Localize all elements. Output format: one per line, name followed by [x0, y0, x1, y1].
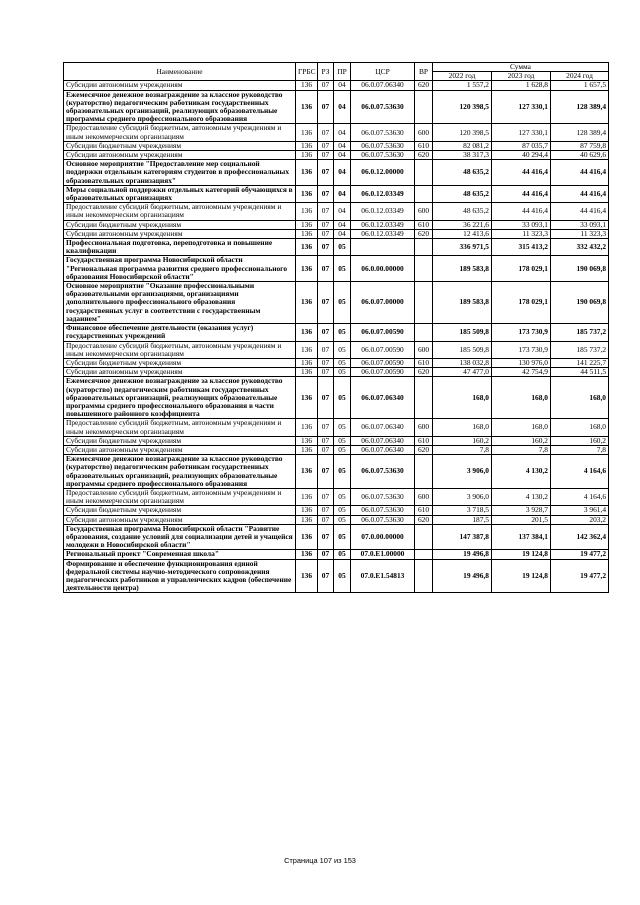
cell-csr: 06.0.07.53630: [351, 151, 415, 160]
cell-csr: 06.0.12.03349: [351, 203, 415, 220]
cell-rz: 07: [318, 488, 334, 505]
cell-y2022: 19 496,8: [433, 559, 492, 593]
cell-name: Субсидии бюджетным учреждениям: [64, 358, 296, 367]
cell-grbs: 136: [296, 141, 318, 150]
cell-grbs: 136: [296, 324, 318, 341]
cell-grbs: 136: [296, 220, 318, 229]
cell-csr: 06.0.07.06340: [351, 377, 415, 419]
cell-vr: [415, 160, 433, 186]
cell-rz: 07: [318, 506, 334, 515]
cell-vr: [415, 455, 433, 489]
cell-y2024: 3 961,4: [551, 506, 609, 515]
cell-y2022: 3 906,0: [433, 455, 492, 489]
cell-y2023: 178 029,1: [492, 282, 551, 324]
table-row: [64, 419, 609, 436]
cell-name: Субсидии автономным учреждениям: [64, 229, 296, 238]
cell-y2024: 40 629,6: [551, 151, 609, 160]
cell-rz: 07: [318, 282, 334, 324]
cell-y2024: 11 323,3: [551, 229, 609, 238]
cell-y2024: 33 093,1: [551, 220, 609, 229]
cell-rz: 07: [318, 445, 334, 454]
table-row: [64, 203, 609, 220]
cell-rz: 07: [318, 559, 334, 593]
cell-vr: [415, 239, 433, 256]
cell-vr: 600: [415, 203, 433, 220]
cell-csr: 06.0.07.00590: [351, 324, 415, 341]
header-year-2023: 2023 год: [492, 72, 551, 81]
cell-vr: [415, 324, 433, 341]
cell-grbs: 136: [296, 81, 318, 90]
cell-y2023: 4 130,2: [492, 488, 551, 505]
cell-y2023: 42 754,9: [492, 368, 551, 377]
cell-vr: 600: [415, 419, 433, 436]
cell-name: Субсидии бюджетным учреждениям: [64, 141, 296, 150]
cell-pr: 05: [334, 324, 351, 341]
cell-y2024: 44 511,5: [551, 368, 609, 377]
cell-y2023: 127 330,1: [492, 124, 551, 141]
cell-y2022: 48 635,2: [433, 203, 492, 220]
cell-y2024: 203,2: [551, 515, 609, 524]
cell-y2024: 160,2: [551, 436, 609, 445]
cell-y2023: 173 730,9: [492, 324, 551, 341]
cell-pr: 05: [334, 524, 351, 550]
table-row: [64, 151, 609, 160]
cell-rz: 07: [318, 124, 334, 141]
cell-csr: 06.0.07.00000: [351, 282, 415, 324]
cell-y2023: 178 029,1: [492, 256, 551, 282]
cell-grbs: 136: [296, 515, 318, 524]
cell-y2022: 36 221,6: [433, 220, 492, 229]
cell-vr: 600: [415, 124, 433, 141]
cell-pr: 05: [334, 455, 351, 489]
cell-pr: 05: [334, 488, 351, 505]
cell-rz: 07: [318, 524, 334, 550]
cell-rz: 07: [318, 515, 334, 524]
cell-rz: 07: [318, 141, 334, 150]
cell-y2023: 4 130,2: [492, 455, 551, 489]
cell-csr: 07.0.00.00000: [351, 524, 415, 550]
cell-y2022: 185 509,8: [433, 324, 492, 341]
table-row: [64, 377, 609, 419]
cell-grbs: 136: [296, 185, 318, 202]
cell-rz: 07: [318, 419, 334, 436]
table-row: [64, 455, 609, 489]
cell-rz: 07: [318, 377, 334, 419]
cell-y2023: 168,0: [492, 419, 551, 436]
cell-csr: [351, 239, 415, 256]
cell-vr: 610: [415, 141, 433, 150]
cell-y2024: 87 759,8: [551, 141, 609, 150]
page-number: Страница 107 из 153: [284, 856, 356, 865]
cell-csr: 06.0.07.53630: [351, 506, 415, 515]
table-row: [64, 341, 609, 358]
cell-y2022: 336 971,5: [433, 239, 492, 256]
cell-vr: 620: [415, 81, 433, 90]
cell-grbs: 136: [296, 124, 318, 141]
cell-name: Профессиональная подготовка, переподготовка и повышение квалификации: [64, 239, 296, 256]
cell-grbs: 136: [296, 488, 318, 505]
cell-grbs: 136: [296, 368, 318, 377]
cell-rz: 07: [318, 455, 334, 489]
table-row: [64, 488, 609, 505]
cell-y2023: 315 413,2: [492, 239, 551, 256]
cell-vr: 620: [415, 229, 433, 238]
cell-y2023: 40 294,4: [492, 151, 551, 160]
cell-name: Предоставление субсидий бюджетным, автономным учреждениям и иным некоммерческим организациям: [64, 419, 296, 436]
cell-csr: 06.0.07.53630: [351, 488, 415, 505]
cell-csr: 06.0.07.53630: [351, 90, 415, 124]
cell-pr: 05: [334, 368, 351, 377]
cell-vr: 620: [415, 445, 433, 454]
cell-y2022: 160,2: [433, 436, 492, 445]
cell-name: Ежемесячное денежное вознаграждение за классное руководство (кураторство) педагогическим работникам государственных образовательных организаций, реализующих образовательные программы среднего профессионального образования в части повышенного районного коэффициента: [64, 377, 296, 419]
cell-pr: 04: [334, 90, 351, 124]
cell-pr: 05: [334, 559, 351, 593]
cell-csr: 06.0.00.00000: [351, 256, 415, 282]
cell-name: Финансовое обеспечение деятельности (оказания услуг) государственных учреждений: [64, 324, 296, 341]
cell-vr: 610: [415, 220, 433, 229]
cell-y2024: 190 069,8: [551, 256, 609, 282]
cell-grbs: 136: [296, 436, 318, 445]
table-row: [64, 436, 609, 445]
cell-rz: 07: [318, 229, 334, 238]
cell-rz: 07: [318, 436, 334, 445]
cell-y2022: 3 906,0: [433, 488, 492, 505]
cell-y2022: 7,8: [433, 445, 492, 454]
table-row: [64, 185, 609, 202]
cell-csr: 06.0.07.06340: [351, 436, 415, 445]
cell-name: Меры социальной поддержки отдельных категорий обучающихся в образовательных организациях: [64, 185, 296, 202]
cell-vr: [415, 185, 433, 202]
cell-vr: [415, 282, 433, 324]
cell-name: Субсидии автономным учреждениям: [64, 151, 296, 160]
table-row: [64, 358, 609, 367]
cell-rz: 07: [318, 81, 334, 90]
header-year-2022: 2022 год: [433, 72, 492, 81]
cell-y2023: 201,5: [492, 515, 551, 524]
cell-vr: 620: [415, 151, 433, 160]
cell-pr: 05: [334, 436, 351, 445]
cell-rz: 07: [318, 358, 334, 367]
cell-y2022: 168,0: [433, 419, 492, 436]
cell-y2023: 11 323,3: [492, 229, 551, 238]
cell-rz: 07: [318, 90, 334, 124]
cell-csr: 06.0.12.03349: [351, 220, 415, 229]
cell-y2023: 168,0: [492, 377, 551, 419]
cell-y2022: 185 509,8: [433, 341, 492, 358]
cell-y2024: 128 389,4: [551, 90, 609, 124]
cell-y2024: 7,8: [551, 445, 609, 454]
table-row: [64, 90, 609, 124]
cell-pr: 05: [334, 515, 351, 524]
cell-pr: 04: [334, 141, 351, 150]
cell-pr: 05: [334, 377, 351, 419]
cell-y2023: 44 416,4: [492, 185, 551, 202]
cell-y2022: 1 557,2: [433, 81, 492, 90]
cell-grbs: 136: [296, 445, 318, 454]
cell-csr: 06.0.07.06340: [351, 445, 415, 454]
cell-rz: 07: [318, 239, 334, 256]
header-csr: ЦСР: [351, 63, 415, 81]
cell-grbs: 136: [296, 419, 318, 436]
cell-y2022: 47 477,0: [433, 368, 492, 377]
cell-y2022: 48 635,2: [433, 160, 492, 186]
cell-csr: 06.0.12.03349: [351, 185, 415, 202]
cell-name: Субсидии бюджетным учреждениям: [64, 506, 296, 515]
header-sum: Сумма: [433, 63, 609, 72]
cell-name: Субсидии автономным учреждениям: [64, 515, 296, 524]
cell-name: Государственная программа Новосибирской области "Региональная программа развития среднего профессионального образования Новосибирской области": [64, 256, 296, 282]
cell-y2024: 185 737,2: [551, 324, 609, 341]
cell-pr: 04: [334, 124, 351, 141]
cell-name: Предоставление субсидий бюджетным, автономным учреждениям и иным некоммерческим организациям: [64, 124, 296, 141]
cell-pr: 05: [334, 256, 351, 282]
table-row: [64, 368, 609, 377]
cell-y2023: 44 416,4: [492, 160, 551, 186]
cell-name: Субсидии автономным учреждениям: [64, 368, 296, 377]
cell-csr: 07.0.E1.00000: [351, 550, 415, 559]
cell-vr: [415, 524, 433, 550]
cell-y2022: 38 317,3: [433, 151, 492, 160]
cell-y2023: 137 384,1: [492, 524, 551, 550]
cell-name: Предоставление субсидий бюджетным, автономным учреждениям и иным некоммерческим организациям: [64, 203, 296, 220]
cell-y2023: 87 035,7: [492, 141, 551, 150]
cell-name: Основное мероприятие "Оказание профессиональными образовательными организациями, организациями дополнительного профессионального образования государственных услуг в соответствии с государственным заданием": [64, 282, 296, 324]
cell-vr: 600: [415, 341, 433, 358]
cell-y2024: 4 164,6: [551, 455, 609, 489]
cell-y2024: 190 069,8: [551, 282, 609, 324]
table-row: [64, 239, 609, 256]
budget-table: [63, 62, 609, 593]
header-name: Наименование: [64, 63, 296, 81]
header-year-2024: 2024 год: [551, 72, 609, 81]
cell-grbs: 136: [296, 282, 318, 324]
header-rz: РЗ: [318, 63, 334, 81]
table-row: [64, 524, 609, 550]
cell-grbs: 136: [296, 377, 318, 419]
cell-name: Формирование и обеспечение функционирования единой федеральной системы научно-методического сопровождения педагогических работников и управленческих кадров (обеспечение деятельности центра): [64, 559, 296, 593]
cell-y2022: 82 081,2: [433, 141, 492, 150]
cell-name: Субсидии бюджетным учреждениям: [64, 220, 296, 229]
header-grbs: ГРБС: [296, 63, 318, 81]
cell-vr: 620: [415, 515, 433, 524]
cell-csr: 07.0.E1.54813: [351, 559, 415, 593]
cell-pr: 04: [334, 220, 351, 229]
cell-grbs: 136: [296, 550, 318, 559]
cell-rz: 07: [318, 185, 334, 202]
cell-y2022: 120 398,5: [433, 90, 492, 124]
cell-grbs: 136: [296, 203, 318, 220]
cell-name: Субсидии автономным учреждениям: [64, 445, 296, 454]
cell-y2024: 1 657,5: [551, 81, 609, 90]
table-row: [64, 515, 609, 524]
cell-rz: 07: [318, 160, 334, 186]
table-row: [64, 559, 609, 593]
cell-name: Предоставление субсидий бюджетным, автономным учреждениям и иным некоммерческим организациям: [64, 488, 296, 505]
cell-y2023: 44 416,4: [492, 203, 551, 220]
table-body: [64, 81, 609, 593]
cell-grbs: 136: [296, 160, 318, 186]
cell-csr: 06.0.07.00590: [351, 368, 415, 377]
table-row: [64, 81, 609, 90]
cell-y2024: 141 225,7: [551, 358, 609, 367]
cell-pr: 05: [334, 239, 351, 256]
cell-y2024: 19 477,2: [551, 559, 609, 593]
cell-vr: [415, 550, 433, 559]
cell-vr: 610: [415, 358, 433, 367]
cell-vr: [415, 90, 433, 124]
cell-name: Основное мероприятие "Предоставление мер социальной поддержки отдельным категориям студентов в профессиональных образовательных организациях": [64, 160, 296, 186]
cell-csr: 06.0.07.53630: [351, 141, 415, 150]
cell-rz: 07: [318, 324, 334, 341]
cell-y2023: 1 628,8: [492, 81, 551, 90]
cell-grbs: 136: [296, 229, 318, 238]
cell-vr: 620: [415, 368, 433, 377]
cell-name: Региональный проект "Современная школа": [64, 550, 296, 559]
cell-name: Ежемесячное денежное вознаграждение за классное руководство (кураторство) педагогическим работникам государственных образовательных организаций, реализующих образовательные программы среднего профессионального образования: [64, 455, 296, 489]
cell-y2024: 142 362,4: [551, 524, 609, 550]
cell-pr: 04: [334, 160, 351, 186]
cell-csr: 06.0.07.06340: [351, 81, 415, 90]
cell-y2023: 127 330,1: [492, 90, 551, 124]
cell-name: Государственная программа Новосибирской области "Развитие образования, создание условий для социализации детей и учащейся молодежи в Новосибирской области": [64, 524, 296, 550]
cell-y2022: 3 718,5: [433, 506, 492, 515]
cell-y2022: 12 413,6: [433, 229, 492, 238]
cell-grbs: 136: [296, 256, 318, 282]
cell-y2023: 19 124,8: [492, 559, 551, 593]
cell-y2024: 332 432,2: [551, 239, 609, 256]
cell-grbs: 136: [296, 151, 318, 160]
cell-pr: 04: [334, 203, 351, 220]
cell-y2024: 44 416,4: [551, 160, 609, 186]
cell-rz: 07: [318, 151, 334, 160]
cell-y2024: 44 416,4: [551, 203, 609, 220]
cell-rz: 07: [318, 220, 334, 229]
cell-pr: 04: [334, 81, 351, 90]
cell-grbs: 136: [296, 524, 318, 550]
cell-y2024: 128 389,4: [551, 124, 609, 141]
cell-rz: 07: [318, 256, 334, 282]
cell-rz: 07: [318, 203, 334, 220]
cell-pr: 05: [334, 341, 351, 358]
cell-grbs: 136: [296, 559, 318, 593]
table-row: [64, 229, 609, 238]
cell-grbs: 136: [296, 506, 318, 515]
cell-csr: 06.0.12.00000: [351, 160, 415, 186]
table-row: [64, 160, 609, 186]
cell-rz: 07: [318, 550, 334, 559]
cell-y2023: 130 976,0: [492, 358, 551, 367]
cell-name: Предоставление субсидий бюджетным, автономным учреждениям и иным некоммерческим организациям: [64, 341, 296, 358]
cell-rz: 07: [318, 341, 334, 358]
cell-vr: [415, 256, 433, 282]
cell-grbs: 136: [296, 358, 318, 367]
cell-pr: 04: [334, 151, 351, 160]
cell-y2022: 189 583,8: [433, 256, 492, 282]
cell-y2023: 173 730,9: [492, 341, 551, 358]
cell-grbs: 136: [296, 90, 318, 124]
cell-name: Ежемесячное денежное вознаграждение за классное руководство (кураторство) педагогическим работникам государственных образовательных организаций, реализующих образовательные программы среднего профессионального образования: [64, 90, 296, 124]
table-row: [64, 220, 609, 229]
cell-y2024: 4 164,6: [551, 488, 609, 505]
cell-grbs: 136: [296, 455, 318, 489]
cell-vr: 610: [415, 506, 433, 515]
table-row: [64, 550, 609, 559]
cell-pr: 05: [334, 282, 351, 324]
cell-pr: 04: [334, 229, 351, 238]
cell-name: Субсидии бюджетным учреждениям: [64, 436, 296, 445]
cell-grbs: 136: [296, 341, 318, 358]
cell-name: Субсидии автономным учреждениям: [64, 81, 296, 90]
cell-y2024: 168,0: [551, 377, 609, 419]
table-row: [64, 445, 609, 454]
cell-csr: 06.0.07.53630: [351, 455, 415, 489]
cell-csr: 06.0.07.06340: [351, 419, 415, 436]
cell-pr: 04: [334, 185, 351, 202]
cell-csr: 06.0.07.00590: [351, 341, 415, 358]
cell-pr: 05: [334, 506, 351, 515]
cell-y2023: 7,8: [492, 445, 551, 454]
cell-vr: 610: [415, 436, 433, 445]
table-row: [64, 256, 609, 282]
cell-y2024: 44 416,4: [551, 185, 609, 202]
cell-y2022: 168,0: [433, 377, 492, 419]
cell-pr: 05: [334, 445, 351, 454]
header-vr: ВР: [415, 63, 433, 81]
header-pr: ПР: [334, 63, 351, 81]
cell-y2022: 189 583,8: [433, 282, 492, 324]
cell-pr: 05: [334, 358, 351, 367]
table-row: [64, 124, 609, 141]
cell-y2023: 3 928,7: [492, 506, 551, 515]
cell-grbs: 136: [296, 239, 318, 256]
cell-y2022: 19 496,8: [433, 550, 492, 559]
cell-pr: 05: [334, 550, 351, 559]
cell-pr: 05: [334, 419, 351, 436]
cell-y2022: 147 387,8: [433, 524, 492, 550]
cell-y2024: 185 737,2: [551, 341, 609, 358]
cell-y2023: 160,2: [492, 436, 551, 445]
cell-csr: 06.0.07.53630: [351, 515, 415, 524]
cell-y2023: 19 124,8: [492, 550, 551, 559]
cell-rz: 07: [318, 368, 334, 377]
cell-y2023: 33 093,1: [492, 220, 551, 229]
cell-vr: [415, 377, 433, 419]
cell-y2022: 48 635,2: [433, 185, 492, 202]
cell-y2022: 120 398,5: [433, 124, 492, 141]
table-header: [64, 63, 609, 81]
cell-vr: [415, 559, 433, 593]
table-row: [64, 324, 609, 341]
table-row: [64, 141, 609, 150]
cell-csr: 06.0.07.53630: [351, 124, 415, 141]
table-row: [64, 506, 609, 515]
cell-csr: 06.0.12.03349: [351, 229, 415, 238]
table-row: [64, 282, 609, 324]
cell-y2024: 168,0: [551, 419, 609, 436]
cell-y2022: 138 032,8: [433, 358, 492, 367]
cell-csr: 06.0.07.00590: [351, 358, 415, 367]
cell-vr: 600: [415, 488, 433, 505]
cell-y2022: 187,5: [433, 515, 492, 524]
cell-y2024: 19 477,2: [551, 550, 609, 559]
